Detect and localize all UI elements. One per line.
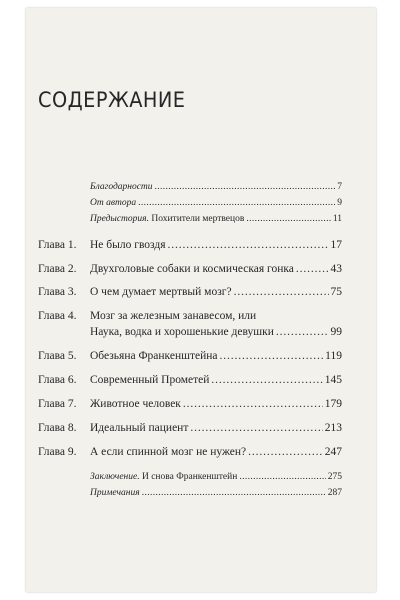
toc-chapter-5 [38,350,342,362]
toc-chapter-7 [38,398,342,410]
toc-entry-acknowledgements [90,182,342,192]
chapter-title: Обезьяна Франкенштейна [90,350,218,362]
chapter-page: 99 [330,326,342,338]
entry-page: 275 [327,472,342,482]
leader-dots [276,326,329,338]
toc-entry-conclusion [90,472,342,482]
chapter-title: А если спинной мозг не нужен? [90,446,247,458]
chapter-page: 145 [324,374,342,386]
chapter-title: Мозг за железным занавесом, или [90,310,257,322]
chapter-number: Глава 2. [38,263,77,275]
chapter-title: Идеальный пациент [90,422,189,434]
leader-dots [190,422,322,434]
chapter-page: 43 [330,263,342,275]
chapter-title: Современный Прометей [90,374,210,386]
entry-label: От автора [90,198,137,208]
toc-entry-from-author [90,198,342,208]
leader-dots [168,239,329,251]
toc-chapter-8 [38,422,342,434]
leader-dots [248,446,323,458]
chapter-number: Глава 8. [38,422,77,434]
toc-chapter-4-line2 [38,326,342,338]
chapter-number: Глава 9. [38,446,77,458]
leader-dots [246,214,331,224]
chapter-number: Глава 7. [38,398,77,410]
chapter-number: Глава 3. [38,286,77,298]
leader-dots [211,374,322,386]
toc-chapter-4-line1 [38,310,342,322]
leader-dots [155,182,336,192]
chapter-number: Глава 6. [38,374,77,386]
leader-dots [296,263,329,275]
leader-dots [142,488,326,498]
leader-dots [239,472,325,482]
chapter-page: 213 [324,422,342,434]
page-title: СОДЕРЖАНИЕ [38,88,186,112]
chapter-title: О чем думает мертвый мозг? [90,286,232,298]
chapter-page: 179 [324,398,342,410]
toc-chapter-1 [38,239,342,251]
chapter-page: 17 [330,239,342,251]
entry-subtitle: И снова Франкенштейн [141,472,238,482]
entry-subtitle: Похитители мертвецов [151,214,245,224]
entry-page: 287 [327,488,342,498]
entry-page: 11 [332,214,342,224]
chapter-page: 247 [324,446,342,458]
entry-label: Благодарности [90,182,153,192]
chapter-title-continued: Наука, водка и хорошенькие девушки [90,326,274,338]
chapter-number: Глава 5. [38,350,77,362]
chapter-page: 119 [325,350,342,362]
toc-entry-prehistory [90,214,342,224]
toc-entry-notes [90,488,342,498]
toc-chapter-6 [38,374,342,386]
toc-chapter-3 [38,286,342,298]
entry-page: 7 [337,182,342,192]
leader-dots [138,198,335,208]
chapter-number: Глава 4. [38,310,77,322]
chapter-number: Глава 1. [38,239,77,251]
leader-dots [220,350,324,362]
toc-chapter-2 [38,263,342,275]
chapter-title: Двухголовые собаки и космическая гонка [90,263,294,275]
leader-dots [234,286,329,298]
chapter-title: Животное человек [90,398,181,410]
entry-label: Заключение. [90,472,140,482]
entry-label: Примечания [90,488,140,498]
leader-dots [183,398,323,410]
entry-label: Предыстория. [90,214,149,224]
entry-page: 9 [337,198,342,208]
chapter-page: 75 [330,286,342,298]
toc-chapter-9 [38,446,342,458]
chapter-title: Не было гвоздя [90,239,166,251]
